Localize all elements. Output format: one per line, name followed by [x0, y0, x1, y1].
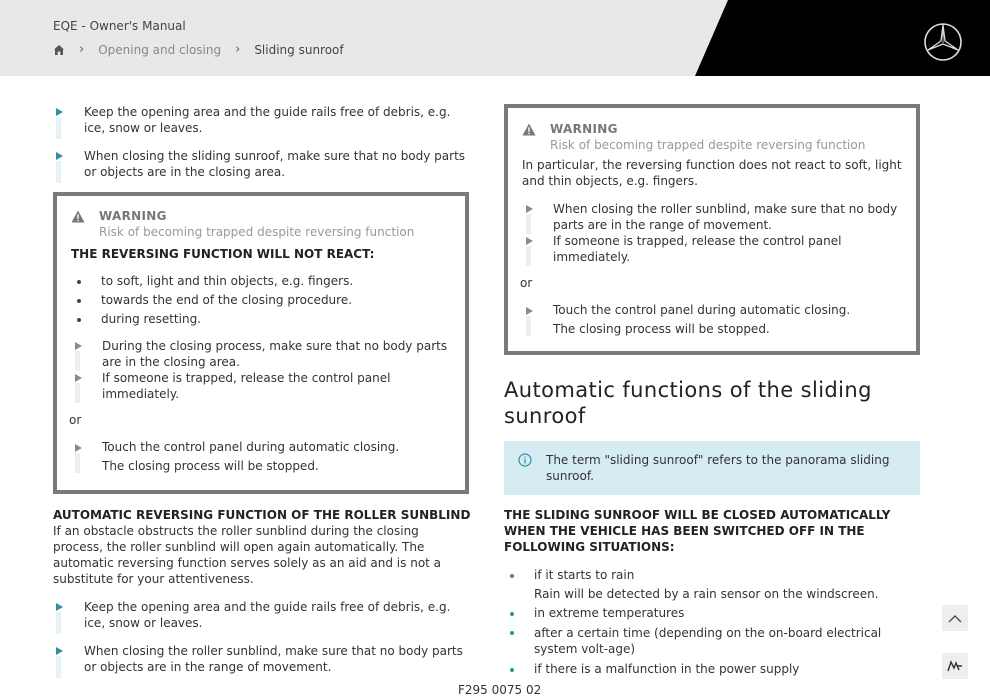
list-item: If someone is trapped, release the control panel immediately.	[522, 233, 902, 265]
step-arrow-icon	[56, 647, 63, 655]
or-label: or	[520, 276, 533, 290]
step-arrow-icon	[75, 374, 82, 382]
list-item: If someone is trapped, release the control panel immediately.	[71, 370, 451, 402]
step-list	[71, 438, 451, 476]
warning-box	[53, 192, 469, 494]
list-item: to soft, light and thin objects, e.g. fingers.	[71, 272, 451, 291]
breadcrumb	[53, 42, 344, 57]
list-item: During the closing process, make sure that no body parts are in the closing area.	[71, 338, 451, 370]
pdf-icon	[947, 660, 963, 672]
roller-caps: AUTOMATIC REVERSING FUNCTION OF THE ROLLER SUNBLIND	[53, 508, 471, 522]
list-item: during resetting.	[71, 310, 451, 329]
info-icon	[518, 453, 532, 467]
instruction-list	[53, 599, 471, 675]
step-arrow-icon	[56, 108, 63, 116]
list-item: towards the end of the closing procedure.	[71, 291, 451, 310]
home-icon[interactable]	[53, 44, 65, 56]
header	[0, 0, 990, 76]
or-label: or	[69, 413, 82, 427]
info-box	[504, 441, 920, 495]
manual-title: EQE - Owner's Manual	[53, 19, 186, 33]
step-arrow-icon	[56, 603, 63, 611]
warning-icon	[522, 123, 536, 136]
step-list	[522, 201, 902, 265]
breadcrumb-item-opening-closing[interactable]: Opening and closing	[98, 42, 222, 57]
step-arrow-icon	[56, 152, 63, 160]
warning-subtitle: Risk of becoming trapped despite reversing function	[99, 225, 415, 239]
step-arrow-icon	[526, 307, 533, 315]
warning-title: WARNING	[99, 209, 167, 223]
step-arrow-icon	[75, 342, 82, 350]
scroll-up-button[interactable]	[942, 605, 968, 631]
list-item: in extreme temperatures	[504, 604, 920, 623]
list-item: if it starts to rain Rain will be detected by a rain sensor on the windscreen.	[504, 566, 920, 604]
info-text: The term "sliding sunroof" refers to the panorama sliding sunroof.	[546, 453, 890, 483]
roller-text: If an obstacle obstructs the roller sunblind during the closing process, the roller sunblind will open again automatically. The automatic reversing function serves solely as an aid and is not a substitute for your attentiveness.	[53, 524, 442, 586]
list-item: Keep the opening area and the guide rails free of debris, e.g. ice, snow or leaves.	[53, 599, 471, 631]
list-item: When closing the sliding sunroof, make sure that no body parts or objects are in the closing area.	[53, 148, 471, 180]
pdf-button[interactable]	[942, 653, 968, 679]
chevron-right-icon: ›	[79, 42, 85, 57]
warning-subtitle: Risk of becoming trapped despite reversing function	[550, 138, 866, 152]
step-list	[71, 338, 451, 402]
warning-box	[504, 104, 920, 355]
chevron-up-icon	[948, 614, 962, 623]
step-arrow-icon	[75, 444, 82, 452]
warning-caps: THE REVERSING FUNCTION WILL NOT REACT:	[71, 247, 375, 261]
list-item: Touch the control panel during automatic closing. The closing process will be stopped.	[522, 301, 902, 339]
section-title: Automatic functions of the sliding sunroof	[504, 378, 872, 428]
warning-title: WARNING	[550, 122, 618, 136]
bullet-list	[71, 272, 451, 329]
list-item: Touch the control panel during automatic closing. The closing process will be stopped.	[71, 438, 451, 476]
step-arrow-icon	[526, 205, 533, 213]
left-column	[53, 104, 471, 687]
step-result: The closing process will be stopped.	[553, 322, 770, 336]
list-item: When closing the roller sunblind, make sure that no body parts are in the range of movement.	[522, 201, 902, 233]
warning-icon	[71, 210, 85, 223]
mercedes-star-logo[interactable]	[923, 22, 963, 62]
step-arrow-icon	[526, 237, 533, 245]
list-item: Keep the opening area and the guide rails free of debris, e.g. ice, snow or leaves.	[53, 104, 471, 136]
situations-list	[504, 566, 920, 679]
situations-caps: THE SLIDING SUNROOF WILL BE CLOSED AUTOMATICALLY WHEN THE VEHICLE HAS BEEN SWITCHED OFF IN THE FOLLOWING SITUATIONS:	[504, 508, 891, 554]
warning-text: In particular, the reversing function does not react to soft, light and thin objects, e.g. fingers.	[522, 158, 902, 188]
situation-detail: Rain will be detected by a rain sensor on the windscreen.	[534, 587, 879, 601]
instruction-list	[53, 104, 471, 180]
right-column	[504, 104, 920, 679]
list-item: if there is a malfunction in the power supply	[504, 660, 920, 679]
breadcrumb-item-sliding-sunroof: Sliding sunroof	[254, 42, 344, 57]
list-item: When closing the roller sunblind, make sure that no body parts or objects are in the range of movement.	[53, 643, 471, 675]
step-result: The closing process will be stopped.	[102, 459, 319, 473]
figure-code: F295 0075 02	[458, 683, 542, 697]
step-list	[522, 301, 902, 339]
list-item: after a certain time (depending on the on-board electrical system volt-age)	[504, 625, 920, 657]
chevron-right-icon: ›	[235, 42, 241, 57]
